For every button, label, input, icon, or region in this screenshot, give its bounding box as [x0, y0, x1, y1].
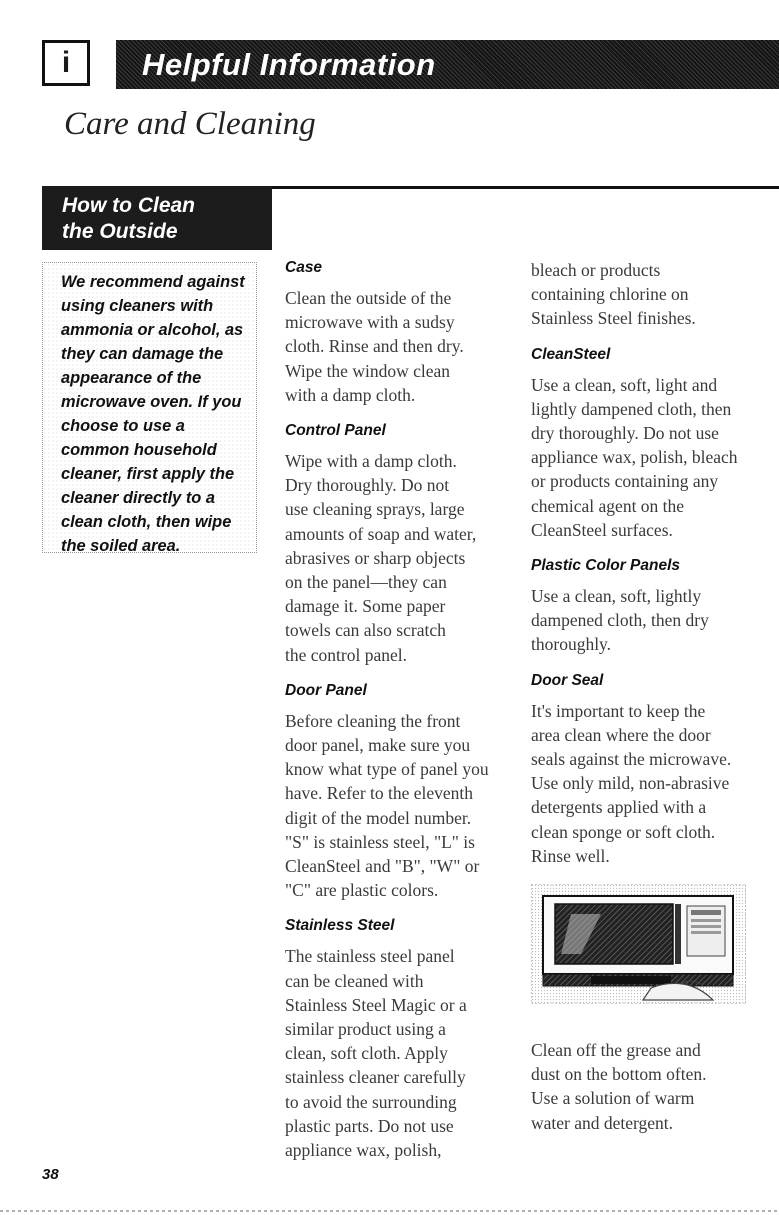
heading-plastic-color-panels: Plastic Color Panels [531, 557, 681, 575]
section-tab [42, 186, 272, 250]
heading-cleansteel: CleanSteel [531, 345, 611, 363]
heading-door-seal: Door Seal [531, 671, 604, 689]
tab-line-1: How to Clean [62, 194, 196, 217]
microwave-bottom-illustration [531, 884, 746, 1004]
text-continued: bleach or products containing chlorine on Stainless Steel finishes. [531, 260, 696, 329]
callout-text: We recommend against using cleaners with ammonia or alcohol, as they can damage the appearance of the microwave oven. If you choose to use a common household cleaner, first apply the cleaner directly to a clean cloth, then wipe the soiled area. [61, 273, 245, 555]
text-cleansteel: Use a clean, soft, light and lightly dampened cloth, then dry thoroughly. Do not use appliance wax, polish, bleach or products containing any chemical agent on the CleanSteel surfaces. [531, 374, 738, 540]
tab-line-2: the Outside [62, 220, 178, 243]
banner-title: Helpful Information [142, 47, 436, 82]
heading-stainless-steel: Stainless Steel [285, 917, 395, 935]
warning-callout [42, 262, 257, 553]
text-door-panel: Before cleaning the front door panel, make sure you know what type of panel you have. Refer to the eleventh digit of the model number. "S" is stainless steel, "L" is CleanSteel and "B", "W" or "C" are plastic colors. [285, 710, 489, 901]
text-door-seal: It's important to keep the area clean where the door seals against the microwave. Use only mild, non-abrasive detergents applied with a clean sponge or soft cloth. Rinse well. [531, 700, 732, 866]
info-icon [42, 40, 90, 86]
text-case: Clean the outside of the microwave with a sudsy cloth. Rinse and then dry. Wipe the window clean with a damp cloth. [285, 288, 464, 405]
section-title: Care and Cleaning [64, 106, 316, 142]
text-bottom: Clean off the grease and dust on the bottom often. Use a solution of warm water and detergent. [531, 1040, 707, 1133]
heading-case: Case [285, 259, 323, 276]
page-number: 38 [42, 1166, 59, 1183]
info-icon-glyph: i [61, 46, 71, 79]
text-plastic-color-panels: Use a clean, soft, lightly dampened cloth, then dry thoroughly. [531, 586, 709, 655]
text-stainless-steel: The stainless steel panel can be cleaned with Stainless Steel Magic or a similar product using a clean, soft cloth. Apply stainless cleaner carefully to avoid the surrounding plastic parts. Do not use appliance wax, polish, [285, 946, 467, 1161]
heading-door-panel: Door Panel [285, 681, 367, 699]
column-1 [285, 258, 523, 1176]
heading-control-panel: Control Panel [285, 422, 386, 440]
bottom-border [0, 1210, 779, 1212]
column-2 [531, 258, 769, 1149]
text-control-panel: Wipe with a damp cloth. Dry thoroughly. Do not use cleaning sprays, large amounts of soap and water, abrasives or sharp objects on the panel—they can damage it. Some paper towels can also scratch the control panel. [285, 451, 477, 665]
